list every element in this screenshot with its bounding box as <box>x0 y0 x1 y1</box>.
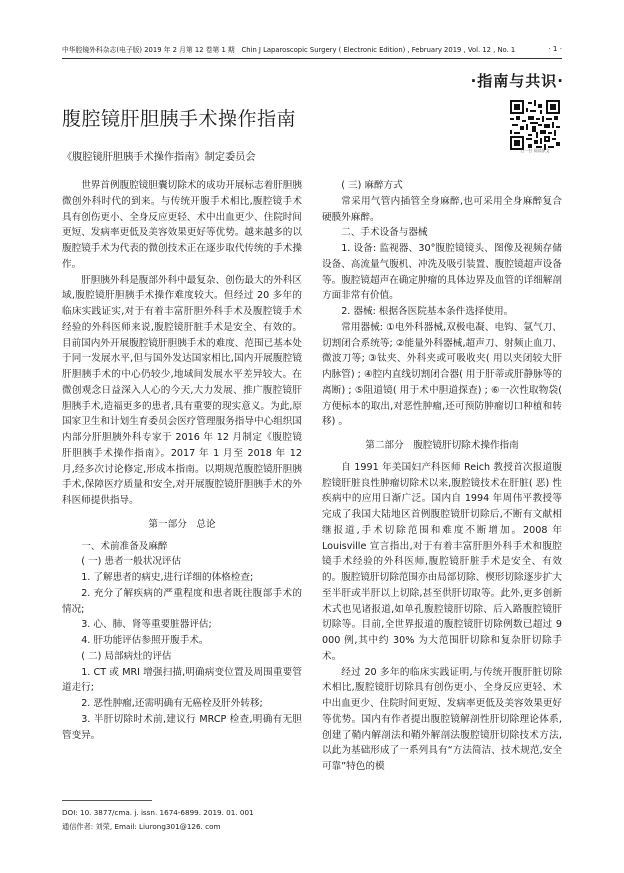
paragraph: 常采用气管内插管全身麻醉,也可采用全身麻醉复合硬膜外麻醉。 <box>322 195 562 223</box>
footnote-divider <box>62 800 152 801</box>
paragraph: 2. 器械: 根据各医院基本条件选择使用。 <box>341 306 514 317</box>
header-divider <box>62 58 562 59</box>
paragraph: 二、手术设备与器械 <box>341 227 428 239</box>
paragraph: 3. 半肝切除时术前,建议行 MRCP 检查,明确有无胆管变异。 <box>62 713 302 741</box>
doi-text: DOI: 10. 3877/cma. j. issn. 1674-6899. 2019. 01. 001 <box>62 808 254 817</box>
article-authors: 《腹腔镜肝胆胰手术操作指南》制定委员会 <box>62 152 256 163</box>
paragraph: 1. 了解患者的病史,进行详细的体格检查; <box>81 572 254 583</box>
paragraph: ( 一) 患者一般状况评估 <box>81 556 182 568</box>
paragraph: 世界首例腹腔镜胆囊切除术的成功开展标志着肝胆胰微创外科时代的到来。与传统开腹手术相比,腹腔镜手术具有创伤更小、全身反应更轻、术中出血更少、住院时间更短、发病率更低及美容效果更好等优势。越来越多的以腹腔镜手术为代表的微创技术正在逐步取代传统的手术操作。 <box>62 180 302 270</box>
paragraph: 一、术前准备及麻醉 <box>81 540 168 552</box>
paragraph: 常用器械: ①电外科器械,双极电凝、电钩、氩气刀、切割闭合系统等; ②能量外科器械,超声刀、射频止血刀、微波刀等; ③钛夹、外科夹或可吸收夹( 用以夹闭较大肝内脉管) ; ④腔内直线切割闭合器( 用于肝蒂或肝静脉等的离断) ; ⑤阻道镜( 用于术中胆道探查) ; ⑥一次性取物袋( 方便标本的取出,对恶性肿瘤,还可预防肿瘤切口种植和转移) 。 <box>322 321 562 428</box>
paragraph: ( 三) 麻醉方式 <box>341 180 403 191</box>
section-heading: 第一部分 总论 <box>148 518 216 530</box>
section-tag: ·指南与共识· <box>470 72 564 90</box>
paragraph: 1. 设备: 监视器、30°腹腔镜镜头、图像及视频存储设备、高流量气腹机、冲洗及吸引装置、腹腔镜超声设备等。腹腔镜超声在确定肿瘤的具体边界及血管的详细解剖方面非常有价值。 <box>322 243 562 302</box>
paragraph: 2. 恶性肿瘤,还需明确有无癌栓及肝外转移; <box>81 698 263 709</box>
article-title: 腹腔镜肝胆胰手术操作指南 <box>62 108 297 130</box>
page-number: · 1 · <box>548 44 562 53</box>
paragraph: ( 二) 局部病灶的评估 <box>81 650 172 662</box>
left-column <box>62 178 302 743</box>
footnote <box>62 806 254 834</box>
paragraph: 自 1991 年美国妇产科医师 Reich 教授首次报道腹腔镜肝脏良性肿瘤切除术以来,腹腔镜技术在肝脏( 恶) 性疾病中的应用日渐广泛。国内自 1994 年周伟平教授等完成了我国大陆地区首例腹腔镜肝切除后,不断有文献相继报道,手术切除范围和难度不断增加。2008 年 Louisville 宣言指出,对于有着丰富肝胆外科手术和腹腔镜手术经验的外科医师,腹腔镜肝脏手术是安全、有效的。腹腔镜肝切除范围亦由局部切除、楔形切除逐步扩大至半肝或半肝以上切除,甚至供肝切取等。此外,更多创新术式也见诸报道,如单孔腹腔镜肝切除、后入路腹腔镜肝切除等。目前,全世界报道的腹腔镜肝切除例数已超过 9 000 例,其中约 30% 为大范围肝切除和复杂肝切除手术。 <box>322 461 562 662</box>
paragraph: 经过 20 多年的临床实践证明,与传统开腹肝脏切除术相比,腹腔镜肝切除具有创伤更小、全身反应更轻、术中出血更少、住院时间更短、发病率更低及美容效果更好等优势。国内有作者提出腹腔镜解剖性肝切除理论体系,创建了鞘内解剖法和鞘外解剖法腹腔镜肝切除技术方法,以此为基础形成了一系列具有“方法简洁、技术规范,安全可靠”特色的模 <box>322 666 562 772</box>
paragraph: 3. 心、肺、肾等重要脏器评估; <box>81 619 212 631</box>
paragraph: 肝胆胰外科是腹部外科中最复杂、创伤最大的外科区域,腹腔镜肝胆胰手术操作难度较大。但经过 20 多年的临床实践证实,对于有着丰富肝胆外科手术及腹腔镜手术经验的外科医师来说,腹腔镜肝脏手术是安全、有效的。目前国内外开展腹腔镜肝胆胰手术的难度、范围已基本处于同一发展水平,但与国外发达国家相比,国内开展腹腔镜肝胆胰手术的中心仍较少,地域间发展水平差异较大。在微创观念日益深入人心的今天,大力发展、推广腹腔镜肝胆胰手术,造福更多的患者,具有重要的现实意义。为此,原国家卫生和计划生育委员会医疗管理服务指导中心组织国内部分肝胆胰外科专家于 2016 年 12 月制定《腹腔镜肝胆胰手术操作指南》。2017 年 1 月至 2018 年 12 月,经多次讨论修定,形成本指南。以期规范腹腔镜肝胆胰手术,保障医疗质量和安全,对开展腹腔镜肝胆胰手术的外科医师提供指导。 <box>62 274 302 506</box>
qr-caption: 扫一扫 阅读原文 <box>520 148 550 153</box>
paragraph: 2. 充分了解疾病的严重程度和患者既往腹部手术的情况; <box>62 587 302 615</box>
paragraph: 1. CT 或 MRI 增强扫描,明确病变位置及周围重要管道走行; <box>62 666 302 694</box>
right-column <box>322 178 562 775</box>
running-header <box>62 44 562 56</box>
section-heading: 第二部分 腹腔镜肝切除术操作指南 <box>365 440 519 451</box>
journal-citation: 中华腔镜外科杂志(电子版) 2019 年 2 月第 12 卷第 1 期 Chin J Laparoscopic Surgery ( Electronic Edition) , February 2019 , Vol. 12 , No. 1 <box>62 46 516 54</box>
qr-code-icon <box>510 100 560 150</box>
paragraph: 4. 肝功能评估参照开腹手术。 <box>81 635 209 646</box>
corresponding-author: 通信作者: 刘荣, Email: Liurong301@126. com <box>62 822 221 831</box>
